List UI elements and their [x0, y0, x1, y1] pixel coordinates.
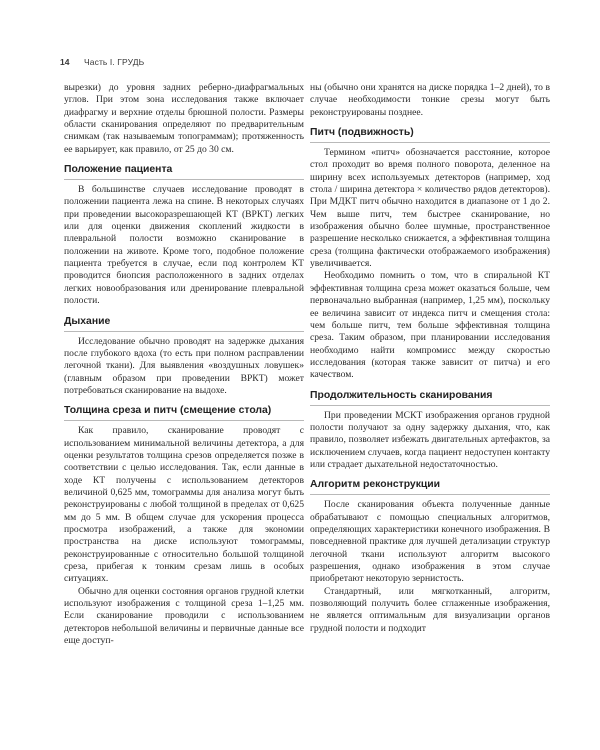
paragraph: При проведении МСКТ изображения органов грудной полости получают за одну задержку дыхания, что, как правило, позволяет избежать двигательных артефактов, за исключением случаев, когда пациент недоступен контакту или страдает дыхательной недостаточностью. — [310, 409, 550, 470]
section-heading-patient-position: Положение пациента — [64, 156, 304, 180]
paragraph: Обычно для оценки состояния органов грудной клетки используют изображения с толщиной среза 1–1,25 мм. Если сканирование проводили с использованием детекторов небольшой величины и первичные данные все еще доступ- — [64, 585, 304, 647]
right-column — [310, 82, 550, 635]
section-heading-scan-duration: Продолжительность сканирования — [310, 382, 550, 406]
paragraph: В большинстве случаев исследование проводят в положении пациента лежа на спине. В некоторых случаях при проведении высокоразрешающей КТ (ВРКТ) легких или для оценки движения скоплений жидкости в плевральной полости возможно сканирование в положении на животе. Кроме того, подобное положение пациента требуется в случае, если под контролем КТ проводится биопсия расположенного в задних отделах легких новообразования или дренирование плевральной полости. — [64, 184, 304, 307]
paragraph: Стандартный, или мягкотканный, алгоритм, позволяющий получить более сглаженные изображения, не является оптимальным для визуализации органов грудной полости и подходит — [310, 585, 550, 634]
part-title: Часть I. ГРУДЬ — [84, 57, 145, 67]
section-heading-pitch: Питч (подвижность) — [310, 119, 550, 143]
page-header — [0, 52, 600, 72]
paragraph: Как правило, сканирование проводят с использованием минимальной величины детектора, а для оценки результатов толщина срезов определяется позже в соответствии с целью исследования. Так, если данные в ходе КТ получены с использованием детекторов величиной 0,625 мм, томограммы для анализа могут быть реконструированы с любой толщиной в пределах от 0,625 мм до 5 мм. В общем случае для ускорения процесса просмотра изображений, а также для экономии пространства на диске используют томограммы, реконструированные с относительно большой толщиной среза, прибегая к тонким срезам лишь в особых ситуациях. — [64, 425, 304, 585]
paragraph: Термином «питч» обозначается расстояние, которое стол проходит во время полного поворота, деленное на ширину всех используемых детекторов (например, ход стола / ширина детектора × количество рядов детекторов). При МДКТ питч обычно находится в диапазоне от 1 до 2. Чем выше питч, тем быстрее сканирование, но изображения обычно более шумные, пространственное разрешение несколько снижается, а эффективная толщина среза (толщина фактически отображаемого изображения) увеличивается. — [310, 147, 550, 270]
paragraph: Необходимо помнить о том, что в спиральной КТ эффективная толщина среза может оказаться больше, чем первоначально выбранная (например, 1,25 мм), поскольку ее величина зависит от индекса питч и смещения стола: чем больше питч, тем больше эффективная толщина среза. Таким образом, при планировании исследования необходимо найти компромисс между скоростью исследования (которая также зависит от питча) и его качеством. — [310, 270, 550, 381]
page-number: 14 — [60, 57, 70, 67]
section-heading-breathing: Дыхание — [64, 308, 304, 332]
section-heading-reconstruction-algorithm: Алгоритм реконструкции — [310, 471, 550, 495]
left-column — [64, 82, 304, 647]
section-heading-slice-thickness: Толщина среза и питч (смещение стола) — [64, 397, 304, 421]
paragraph: После сканирования объекта полученные данные обрабатывают с помощью специальных алгоритмов, определяющих характеристики конечного изображения. В повседневной практике для лучшей детализации структур легочной ткани используют алгоритм высокого разрешения, однако изображения в этом случае приобретают некоторую зернистость. — [310, 499, 550, 585]
paragraph: вырезки) до уровня задних реберно-диафрагмальных углов. При этом зона исследования также включает диафрагму и верхние отделы брюшной полости. Размеры области сканирования определяют по предварительным снимкам (так называемым топограммам); протяженность ее варьирует, как правило, от 25 до 30 см. — [64, 82, 304, 155]
paragraph: Исследование обычно проводят на задержке дыхания после глубокого вдоха (то есть при полном расправлении легочной ткани). Для выявления «воздушных ловушек» (главным образом при проведении ВРКТ) может потребоваться сканирование на выдохе. — [64, 335, 304, 396]
paragraph: ны (обычно они хранятся на диске порядка 1–2 дней), то в случае необходимости тонкие срезы могут быть реконструированы позднее. — [310, 82, 550, 118]
